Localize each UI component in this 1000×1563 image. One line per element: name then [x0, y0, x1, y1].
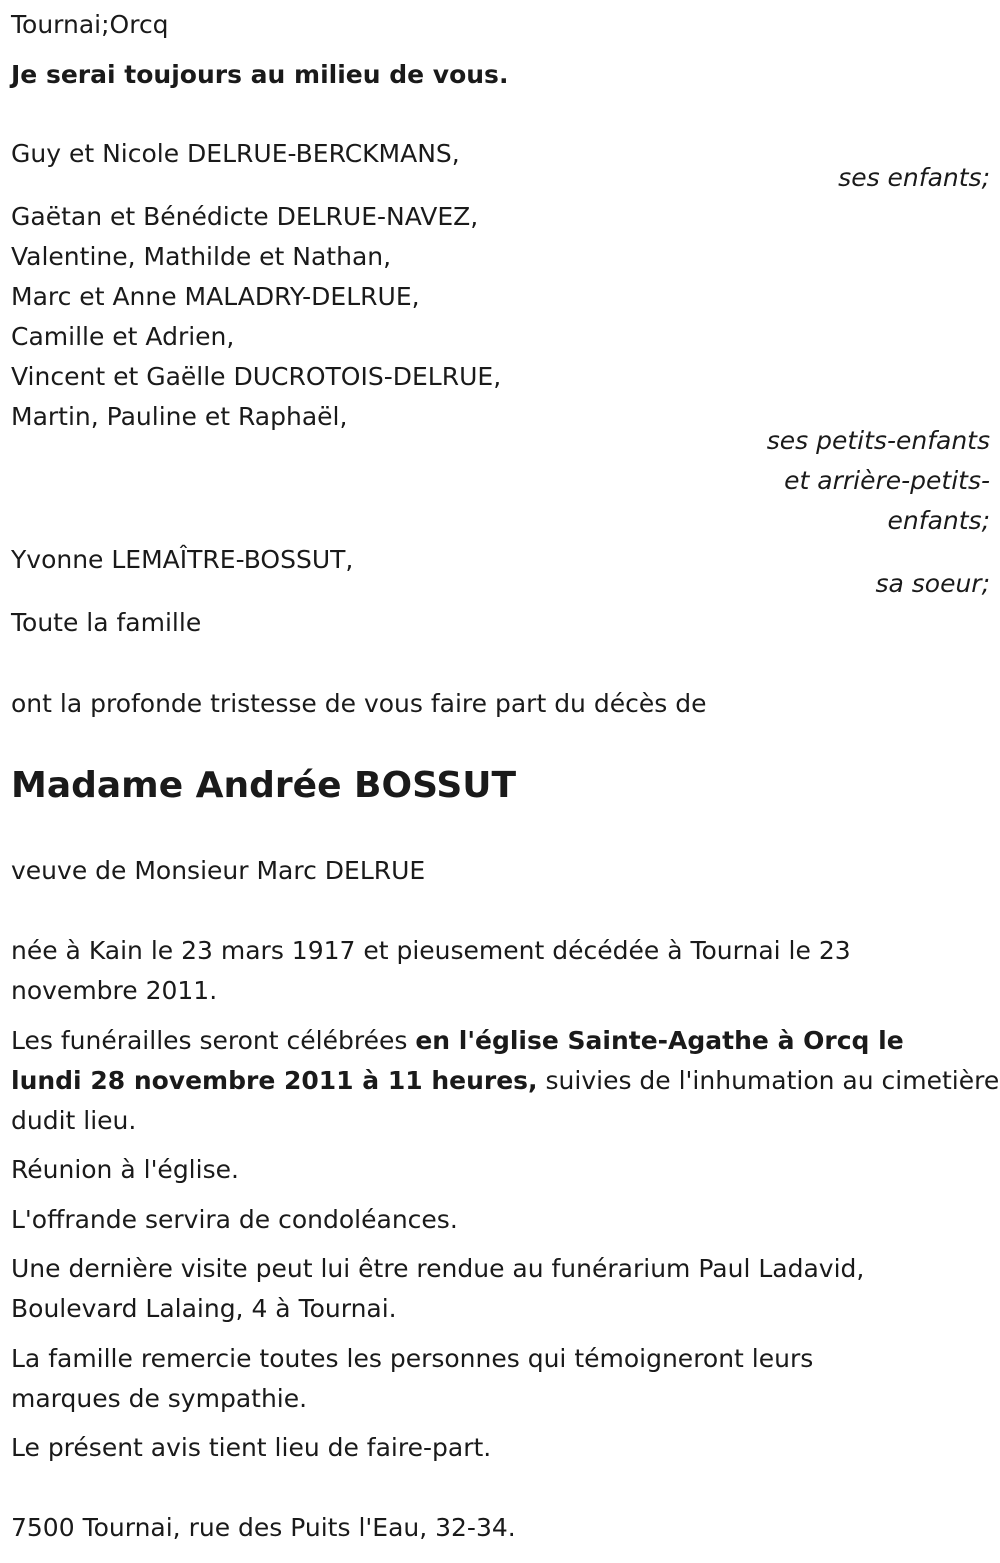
grandchildren-line-3: Marc et Anne MALADRY-DELRUE,: [11, 282, 420, 311]
address-line: 7500 Tournai, rue des Puits l'Eau, 32-34.: [11, 1513, 516, 1542]
thanks-line-1: La famille remercie toutes les personnes qui témoigneront leurs: [11, 1344, 814, 1373]
dates-line-2: novembre 2011.: [11, 976, 218, 1005]
visit-line-2: Boulevard Lalaing, 4 à Tournai.: [11, 1294, 397, 1323]
sister-name: Yvonne LEMAÎTRE-BOSSUT,: [11, 545, 354, 574]
funeral-date: lundi 28 novembre 2011 à 11 heures,: [11, 1066, 538, 1095]
grandchildren-line-4: Camille et Adrien,: [11, 322, 235, 351]
grandchildren-line-5: Vincent et Gaëlle DUCROTOIS-DELRUE,: [11, 362, 502, 391]
funeral-burial: suivies de l'inhumation au cimetière: [537, 1066, 1000, 1095]
deceased-name: Madame Andrée BOSSUT: [11, 765, 517, 806]
funeral-line-2: [11, 1061, 999, 1101]
notice-line: Le présent avis tient lieu de faire-part.: [11, 1433, 492, 1462]
thanks-line-2: marques de sympathie.: [11, 1384, 308, 1413]
grandchildren-line-6: Martin, Pauline et Raphaël,: [11, 402, 348, 431]
grandchildren-role-3: enfants;: [887, 506, 990, 535]
widow-of: veuve de Monsieur Marc DELRUE: [11, 856, 426, 885]
grandchildren-line-2: Valentine, Mathilde et Nathan,: [11, 242, 392, 271]
offering-note: L'offrande servira de condoléances.: [11, 1205, 458, 1234]
grandchildren-line-1: Gaëtan et Bénédicte DELRUE-NAVEZ,: [11, 202, 479, 231]
announcement: ont la profonde tristesse de vous faire part du décès de: [11, 689, 707, 718]
grandchildren-role-1: ses petits-enfants: [766, 426, 990, 455]
meeting-note: Réunion à l'église.: [11, 1155, 239, 1184]
children-names: Guy et Nicole DELRUE-BERCKMANS,: [11, 139, 460, 168]
children-role: ses enfants;: [838, 163, 990, 192]
dates-line-1: née à Kain le 23 mars 1917 et pieusement décédée à Tournai le 23: [11, 936, 851, 965]
funeral-church: en l'église Sainte-Agathe à Orcq le: [415, 1026, 904, 1055]
funeral-intro: Les funérailles seront célébrées: [11, 1026, 416, 1055]
location-line: Tournai;Orcq: [11, 10, 169, 39]
funeral-line-1: [11, 1021, 904, 1061]
whole-family: Toute la famille: [11, 608, 202, 637]
visit-line-1: Une dernière visite peut lui être rendue au funérarium Paul Ladavid,: [11, 1254, 865, 1283]
sister-role: sa soeur;: [875, 569, 990, 598]
funeral-line-3: dudit lieu.: [11, 1106, 137, 1135]
grandchildren-role-2: et arrière-petits-: [784, 466, 990, 495]
motto: Je serai toujours au milieu de vous.: [11, 60, 509, 89]
